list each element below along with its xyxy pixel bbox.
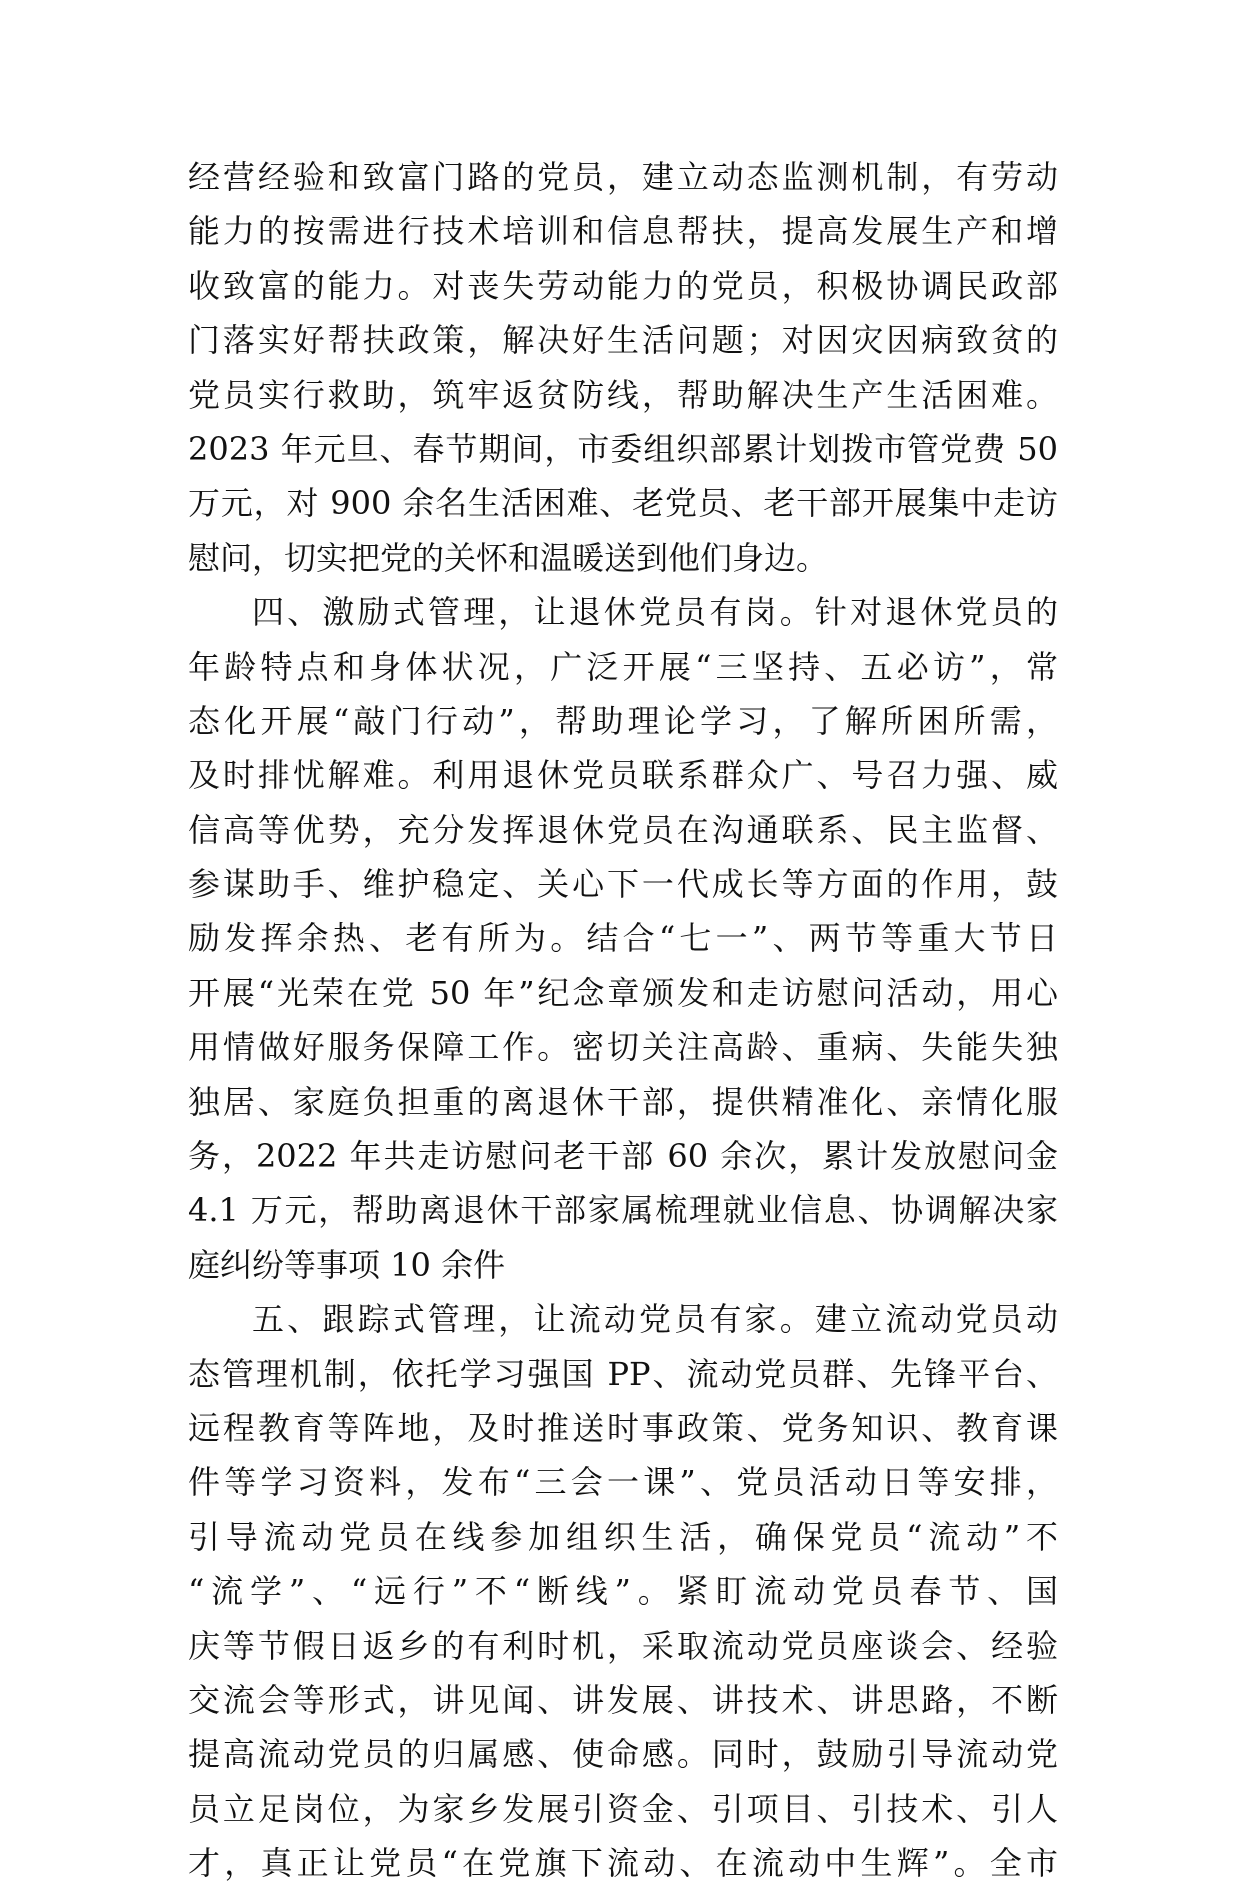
text-line: 收致富的能力。对丧失劳动能力的党员，积极协调民政部 <box>188 266 1058 305</box>
text-line: 参谋助手、维护稳定、关心下一代成长等方面的作用，鼓 <box>188 865 1058 904</box>
text-line: “流学”、“远行”不“断线”。紧盯流动党员春节、国 <box>188 1572 1058 1611</box>
text-line: 远程教育等阵地，及时推送时事政策、党务知识、教育课 <box>188 1408 1058 1447</box>
text-line: 信高等优势，充分发挥退休党员在沟通联系、民主监督、 <box>188 810 1058 849</box>
text-line: 能力的按需进行技术培训和信息帮扶，提高发展生产和增 <box>188 212 1058 251</box>
text-line: 党员实行救助，筑牢返贫防线，帮助解决生产生活困难。 <box>188 375 1058 414</box>
text-line: 态化开展“敲门行动”，帮助理论学习，了解所困所需， <box>188 701 1058 740</box>
text-line: 及时排忧解难。利用退休党员联系群众广、号召力强、威 <box>188 756 1058 795</box>
text-line: 经营经验和致富门路的党员，建立动态监测机制，有劳动 <box>188 158 1058 196</box>
text-line: 开展“光荣在党 50 年”纪念章颁发和走访慰问活动，用心 <box>188 973 1058 1012</box>
text-line: 万元，对 900 余名生活困难、老党员、老干部开展集中走访 <box>188 484 1058 523</box>
text-line: 态管理机制，依托学习强国 PP、流动党员群、先锋平台、 <box>188 1354 1058 1393</box>
text-line: 件等学习资料，发布“三会一课”、党员活动日等安排， <box>188 1463 1058 1502</box>
text-line: 独居、家庭负担重的离退休干部，提供精准化、亲情化服 <box>188 1082 1058 1121</box>
text-line: 员立足岗位，为家乡发展引资金、引项目、引技术、引人 <box>188 1789 1058 1828</box>
paragraph-first-line: 四、激励式管理，让退休党员有岗。针对退休党员的 <box>252 593 1058 632</box>
text-line: 交流会等形式，讲见闻、讲发展、讲技术、讲思路，不断 <box>188 1680 1058 1719</box>
text-line: 提高流动党员的归属感、使命感。同时，鼓励引导流动党 <box>188 1735 1058 1774</box>
text-line: 才，真正让党员“在党旗下流动、在流动中生辉”。全市 <box>188 1844 1058 1883</box>
text-line: 庭纠纷等事项 10 余件 <box>188 1245 506 1284</box>
text-line: 慰问，切实把党的关怀和温暖送到他们身边。 <box>188 538 829 577</box>
text-line: 门落实好帮扶政策，解决好生活问题；对因灾因病致贫的 <box>188 321 1058 360</box>
text-line: 庆等节假日返乡的有利时机，采取流动党员座谈会、经验 <box>188 1626 1058 1665</box>
text-line: 年龄特点和身体状况，广泛开展“三坚持、五必访”，常 <box>188 647 1058 686</box>
text-line: 4.1 万元，帮助离退休干部家属梳理就业信息、协调解决家 <box>188 1191 1058 1230</box>
text-line: 引导流动党员在线参加组织生活，确保党员“流动”不 <box>188 1517 1058 1556</box>
paragraph-first-line: 五、跟踪式管理，让流动党员有家。建立流动党员动 <box>252 1300 1058 1339</box>
text-line: 务，2022 年共走访慰问老干部 60 余次，累计发放慰问金 <box>188 1137 1058 1176</box>
document-body-text <box>188 150 1058 1891</box>
text-line: 励发挥余热、老有所为。结合“七一”、两节等重大节日 <box>188 919 1058 958</box>
text-line: 2023 年元旦、春节期间，市委组织部累计划拨市管党费 50 <box>188 429 1058 468</box>
text-line: 用情做好服务保障工作。密切关注高龄、重病、失能失独 <box>188 1028 1058 1067</box>
